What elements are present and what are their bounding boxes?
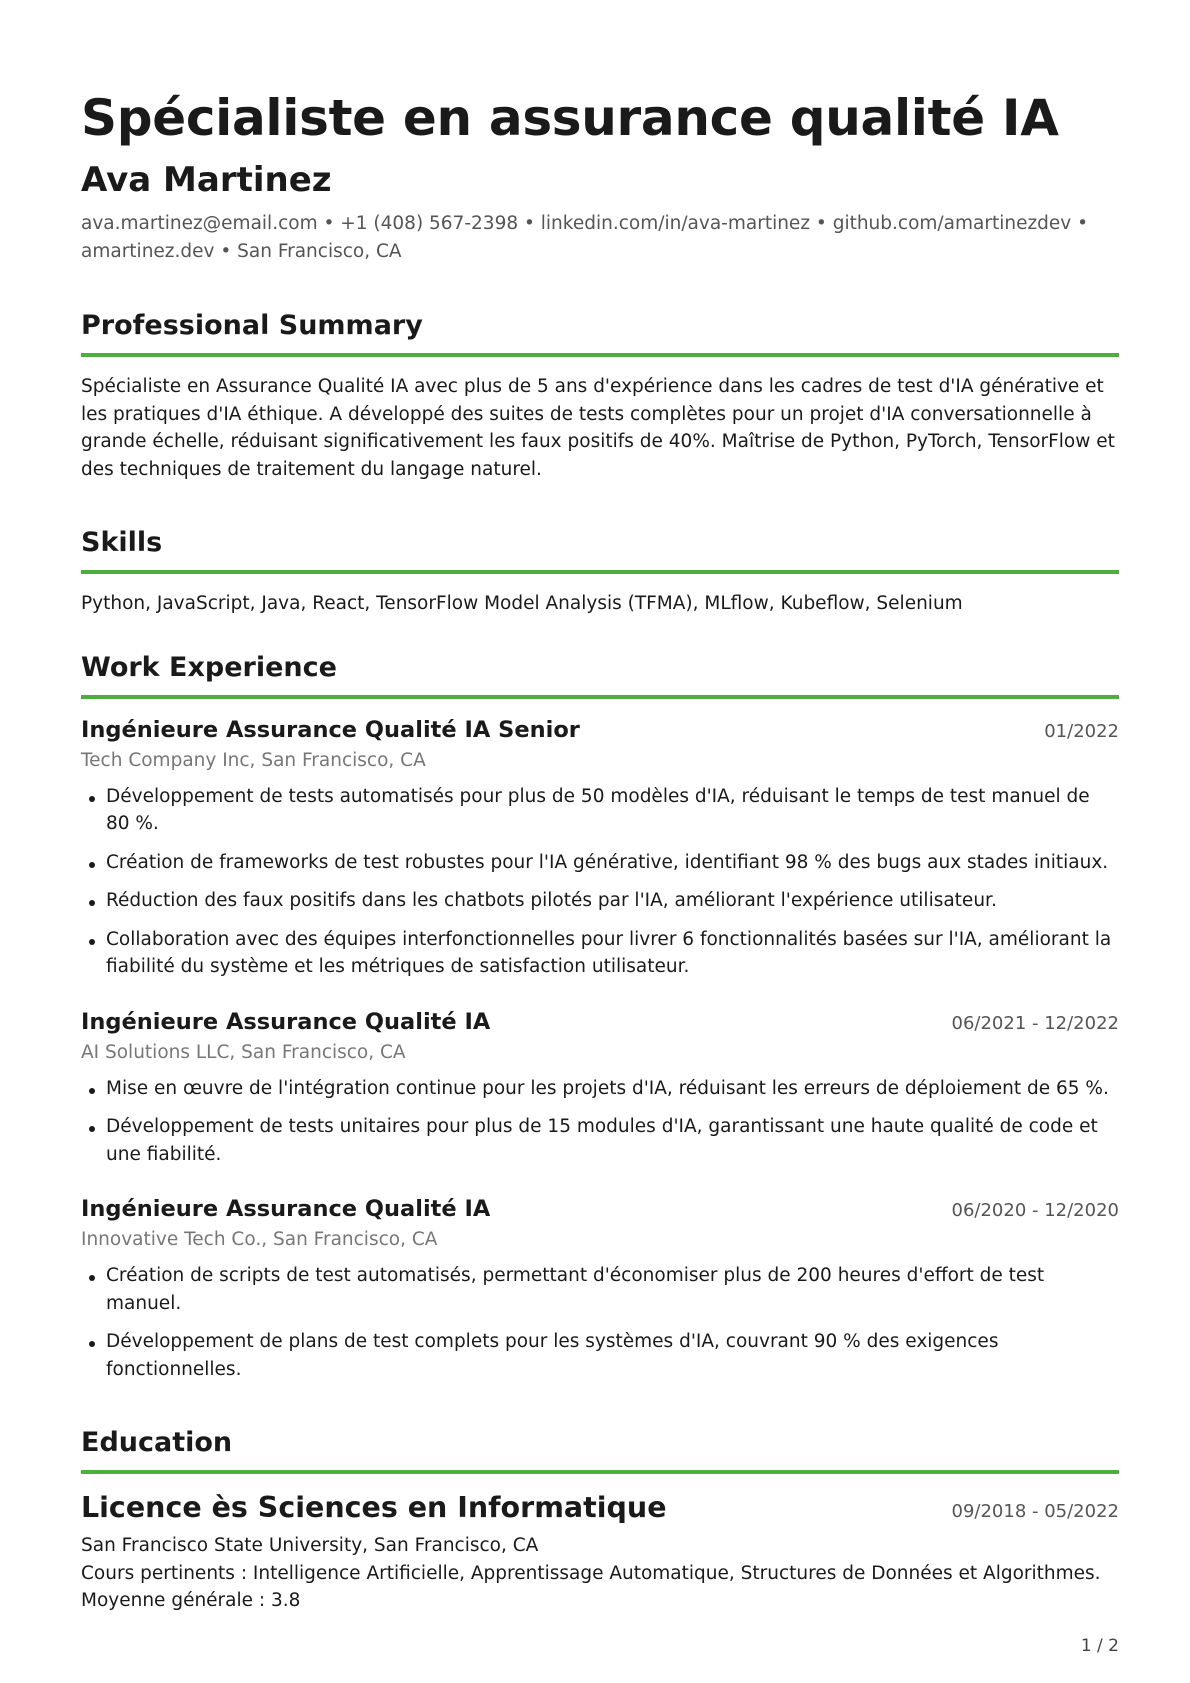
section-divider	[81, 570, 1119, 574]
bullet-item: Développement de plans de test complets pour les systèmes d'IA, couvrant 90 % des exigences fonctionnelles.	[81, 1328, 1119, 1383]
bullet-item: Création de scripts de test automatisés, permettant d'économiser plus de 200 heures d'effort de test manuel.	[81, 1262, 1119, 1317]
job-bullets	[81, 1075, 1119, 1169]
job-entry	[81, 715, 1119, 981]
job-header	[81, 1007, 1119, 1037]
bullet-item: Mise en œuvre de l'intégration continue pour les projets d'IA, réduisant les erreurs de déploiement de 65 %.	[81, 1075, 1119, 1103]
job-title: Ingénieure Assurance Qualité IA	[81, 1008, 491, 1035]
candidate-name: Ava Martinez	[81, 160, 332, 200]
education-degree: Licence ès Sciences en Informatique	[81, 1491, 667, 1524]
job-title: Ingénieure Assurance Qualité IA Senior	[81, 716, 580, 743]
job-company: Tech Company Inc, San Francisco, CA	[81, 749, 426, 771]
section-divider	[81, 1470, 1119, 1474]
page-number: 1 / 2	[1080, 1636, 1119, 1656]
section-divider	[81, 353, 1119, 357]
job-bullets	[81, 1262, 1119, 1383]
section-title-skills: Skills	[81, 527, 163, 558]
job-date: 06/2021 - 12/2022	[951, 1012, 1119, 1034]
education-header	[81, 1490, 1119, 1526]
summary-section	[81, 308, 1119, 483]
section-title-experience: Work Experience	[81, 651, 337, 683]
contact-line-2: amartinez.dev • San Francisco, CA	[81, 241, 402, 262]
section-title-education: Education	[81, 1427, 233, 1458]
job-date: 01/2022	[1044, 720, 1119, 742]
bullet-item: Création de frameworks de test robustes pour l'IA générative, identifiant 98 % des bugs aux stades initiaux.	[81, 849, 1119, 877]
bullet-item: Développement de tests unitaires pour plus de 15 modules d'IA, garantissant une haute qualité de code et une fiabilité.	[81, 1113, 1119, 1168]
bullet-item: Développement de tests automatisés pour plus de 50 modèles d'IA, réduisant le temps de test manuel de 80 %.	[81, 783, 1119, 838]
education-courses: Cours pertinents : Intelligence Artificielle, Apprentissage Automatique, Structures de Données et Algorithmes.	[81, 1562, 1101, 1584]
job-header	[81, 715, 1119, 745]
job-entry	[81, 1007, 1119, 1169]
education-school: San Francisco State University, San Francisco, CA	[81, 1535, 539, 1556]
job-company: AI Solutions LLC, San Francisco, CA	[81, 1041, 406, 1063]
job-title: Ingénieure Assurance Qualité IA	[81, 1196, 491, 1222]
skills-text: Python, JavaScript, Java, React, TensorFlow Model Analysis (TFMA), MLflow, Kubeflow, Selenium	[81, 593, 963, 614]
summary-text: Spécialiste en Assurance Qualité IA avec plus de 5 ans d'expérience dans les cadres de test d'IA générative et les pratiques d'IA éthique. A développé des suites de tests complètes pour un projet d'IA conversationnelle à grande échelle, réduisant significativement les faux positifs de 40%. Maîtrise de Python, PyTorch, TensorFlow et des techniques de traitement du langage naturel.	[81, 376, 1115, 480]
education-date: 09/2018 - 05/2022	[951, 1501, 1119, 1522]
page-title: Spécialiste en assurance qualité IA	[81, 89, 1059, 147]
contact-info	[81, 210, 1119, 266]
bullet-item: Réduction des faux positifs dans les chatbots pilotés par l'IA, améliorant l'expérience utilisateur.	[81, 887, 1119, 915]
job-header	[81, 1194, 1119, 1224]
section-divider	[81, 695, 1119, 699]
job-entry	[81, 1194, 1119, 1383]
section-title-summary: Professional Summary	[81, 310, 423, 341]
job-date: 06/2020 - 12/2020	[951, 1200, 1119, 1221]
job-company: Innovative Tech Co., San Francisco, CA	[81, 1229, 438, 1250]
experience-section	[81, 650, 1119, 1384]
resume-page	[81, 84, 1119, 1615]
job-bullets	[81, 783, 1119, 981]
bullet-item: Collaboration avec des équipes interfonctionnelles pour livrer 6 fonctionnalités basées sur l'IA, améliorant la fiabilité du système et les métriques de satisfaction utilisateur.	[81, 926, 1119, 981]
contact-line-1: ava.martinez@email.com • +1 (408) 567-2398 • linkedin.com/in/ava-martinez • github.com/amartinezdev •	[81, 213, 1089, 234]
education-section	[81, 1425, 1119, 1615]
skills-section	[81, 525, 1119, 618]
education-gpa: Moyenne générale : 3.8	[81, 1590, 301, 1611]
